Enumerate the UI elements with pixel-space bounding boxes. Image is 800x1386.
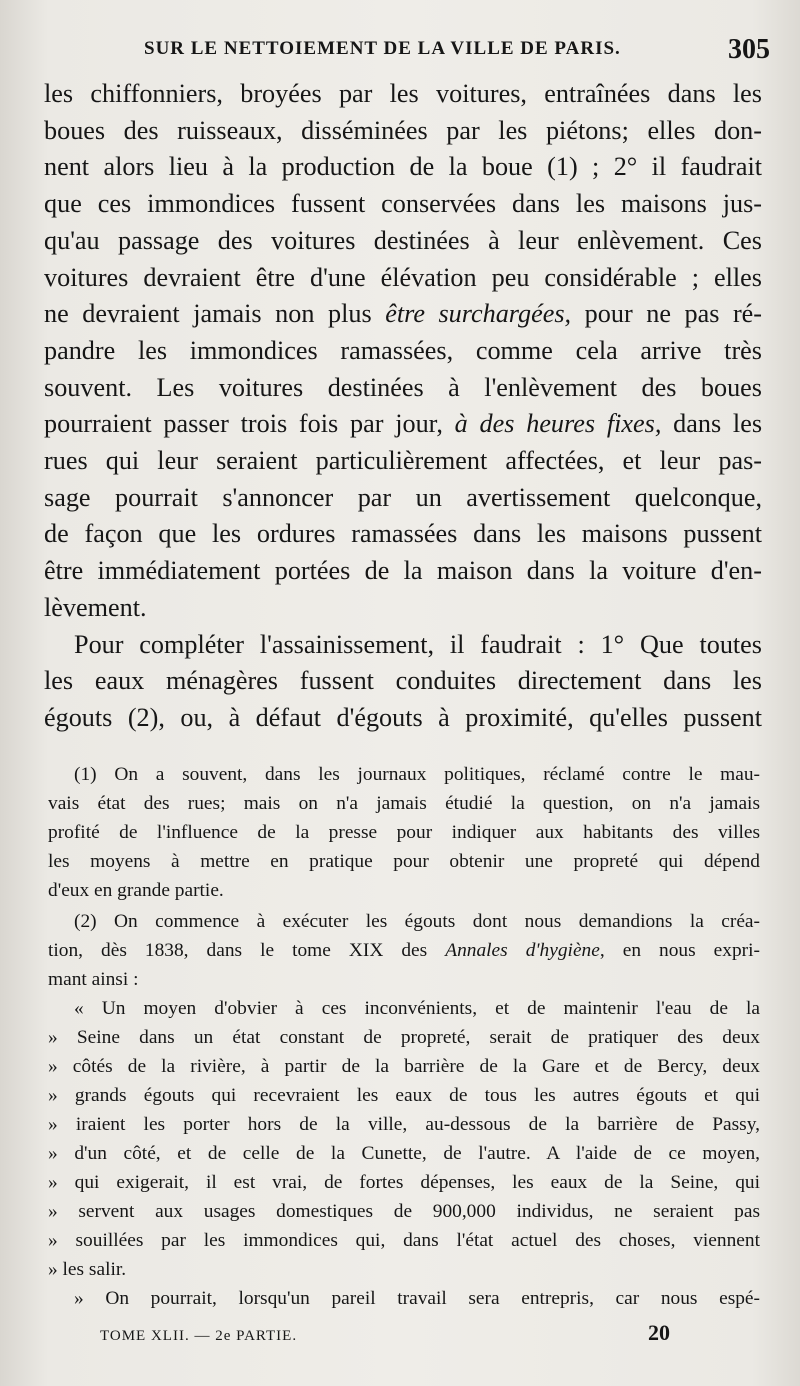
footnote-line: (2) On commence à exécuter les égouts dont nous demandions la créa-: [74, 911, 760, 932]
body-line: [44, 296, 762, 333]
body-line: nent alors lieu à la production de la boue (1) ; 2° il faudrait: [44, 152, 762, 182]
footnote-line: » Seine dans un état constant de propreté, serait de pratiquer des deux: [48, 1027, 760, 1048]
footnote-line: » On pourrait, lorsqu'un pareil travail sera entrepris, car nous espé-: [74, 1288, 760, 1309]
page-footer: [0, 1322, 800, 1352]
body-line: boues des ruisseaux, disséminées par les piétons; elles don-: [44, 115, 762, 145]
signature-number: 20: [648, 1320, 670, 1345]
footnote-text-run: , en nous expri-: [599, 940, 760, 961]
body-line: sage pourrait s'annoncer par un avertissement quelconque,: [44, 482, 762, 512]
body-line: pandre les immondices ramassées, comme cela arrive très: [44, 335, 762, 365]
body-line: [44, 406, 762, 443]
body-line: qu'au passage des voitures destinées à leur enlèvement. Ces: [44, 225, 762, 255]
italic-title: Annales d'hygiène: [445, 940, 600, 961]
footnote-line: » côtés de la rivière, à partir de la barrière de la Gare et de Bercy, deux: [48, 1056, 760, 1077]
body-line: Pour compléter l'assainissement, il faudrait : 1° Que toutes: [74, 629, 762, 659]
body-text-run: dans les: [673, 409, 763, 439]
body-text-run: ne devraient jamais non plus: [44, 299, 372, 329]
footnote-line: » grands égouts qui recevraient les eaux de tous les autres égouts et qui: [48, 1085, 760, 1106]
footnote-line: [48, 936, 760, 965]
italic-phrase: à des heures fixes,: [454, 409, 662, 439]
body-text: [44, 76, 762, 737]
footnote-line: » servent aux usages domestiques de 900,000 individus, ne seraient pas: [48, 1201, 760, 1222]
body-line: de façon que les ordures ramassées dans les maisons pussent: [44, 519, 762, 549]
body-line: lèvement.: [44, 592, 147, 622]
footnote-line: (1) On a souvent, dans les journaux politiques, réclamé contre le mau-: [74, 764, 760, 785]
footnote-line: d'eux en grande partie.: [48, 880, 224, 901]
body-line: être immédiatement portées de la maison dans la voiture d'en-: [44, 556, 762, 586]
footnote-line: » qui exigerait, il est vrai, de fortes dépenses, les eaux de la Seine, qui: [48, 1172, 760, 1193]
body-line: souvent. Les voitures destinées à l'enlèvement des boues: [44, 372, 762, 402]
volume-signature: TOME XLII. — 2e PARTIE.: [100, 1328, 298, 1344]
footnote-text-run: tion, dès 1838, dans le tome XIX des: [48, 940, 428, 961]
footnote-line: » d'un côté, et de celle de la Cunette, de l'autre. A l'aide de ce moyen,: [48, 1143, 760, 1164]
footnote-line: profité de l'influence de la presse pour indiquer aux habitants des villes: [48, 822, 760, 843]
running-head: [0, 34, 800, 78]
footnote-line: » souillées par les immondices qui, dans l'état actuel des choses, viennent: [48, 1230, 760, 1251]
footnote-line: » iraient les porter hors de la ville, au-dessous de la barrière de Passy,: [48, 1114, 760, 1135]
footnote-line: vais état des rues; mais on n'a jamais étudié la question, on n'a jamais: [48, 793, 760, 814]
footnote-line: les moyens à mettre en pratique pour obtenir une propreté qui dépend: [48, 851, 760, 872]
footnotes: [48, 760, 760, 1313]
body-text-run: pourraient passer trois fois par jour,: [44, 409, 443, 439]
footnote-line: mant ainsi :: [48, 969, 139, 990]
body-text-run: pour ne pas ré-: [584, 299, 763, 329]
body-line: égouts (2), ou, à défaut d'égouts à proximité, qu'elles pussent: [44, 702, 762, 732]
footnote-line: « Un moyen d'obvier à ces inconvénients, et de maintenir l'eau de la: [74, 998, 760, 1019]
body-line: voitures devraient être d'une élévation peu considérable ; elles: [44, 262, 762, 292]
body-line: rues qui leur seraient particulièrement affectées, et leur pas-: [44, 446, 762, 476]
body-line: les chiffonniers, broyées par les voitures, entraînées dans les: [44, 79, 762, 108]
body-line: que ces immondices fussent conservées dans les maisons jus-: [44, 189, 762, 219]
body-line: les eaux ménagères fussent conduites directement dans les: [44, 666, 762, 696]
footnote-line: » les salir.: [48, 1259, 127, 1280]
page-number: 305: [728, 34, 770, 65]
italic-phrase: être surchargées,: [385, 299, 572, 329]
running-title: SUR LE NETTOIEMENT DE LA VILLE DE PARIS.: [144, 38, 621, 59]
